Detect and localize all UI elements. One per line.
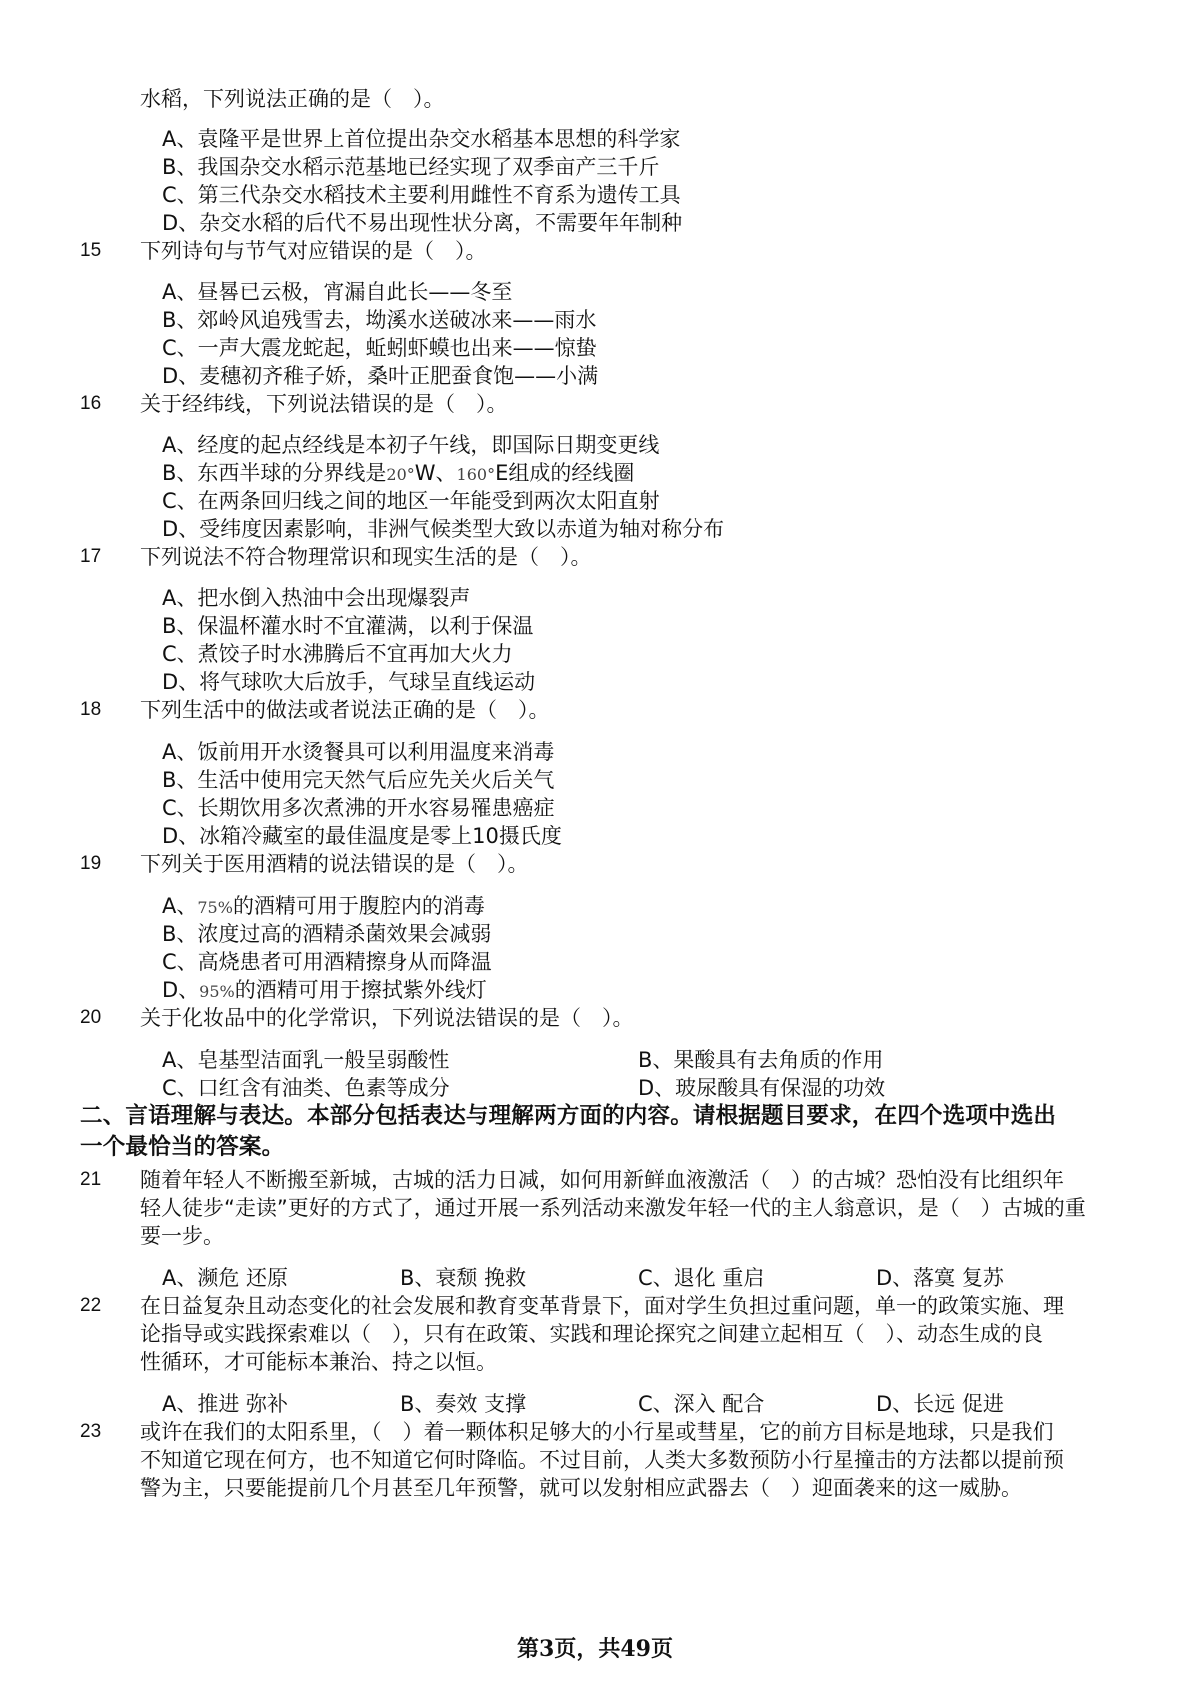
q19-option-a-suffix: 的酒精可用于腹腔内的消毒 xyxy=(232,894,485,918)
q22-stem-line2: 论指导或实践探索难以（ ），只有在政策、实践和理论探究之间建立起相互（ ）、动态生成的良 xyxy=(140,1322,1043,1346)
q21-option-c: C、退化 重启 xyxy=(638,1266,765,1290)
q18-stem: 下列生活中的做法或者说法正确的是（ ）。 xyxy=(140,698,550,722)
q14-option-a: A、袁隆平是世界上首位提出杂交水稻基本思想的科学家 xyxy=(162,127,681,151)
q21-option-d: D、落寞 复苏 xyxy=(876,1266,1004,1290)
q16-degree-east: 160° xyxy=(456,465,496,484)
q16-option-a: A、经度的起点经线是本初子午线，即国际日期变更线 xyxy=(162,433,660,457)
q16-option-b-mid: W、 xyxy=(414,461,457,485)
q17-stem: 下列说法不符合物理常识和现实生活的是（ ）。 xyxy=(140,545,592,569)
q14-option-b: B、我国杂交水稻示范基地已经实现了双季亩产三千斤 xyxy=(162,155,660,179)
page-footer: 第3页，共49页 xyxy=(517,1636,673,1662)
q23-stem-line3: 警为主，只要能提前几个月甚至几年预警，就可以发射相应武器去（ ）迎面袭来的这一威胁。 xyxy=(140,1476,1022,1500)
q20-option-b: B、果酸具有去角质的作用 xyxy=(638,1048,884,1072)
q16-option-c: C、在两条回归线之间的地区一年能受到两次太阳直射 xyxy=(162,489,660,513)
q22-number: 22 xyxy=(80,1295,102,1316)
q20-option-a: A、皂基型洁面乳一般呈弱酸性 xyxy=(162,1048,450,1072)
q16-option-d: D、受纬度因素影响，非洲气候类型大致以赤道为轴对称分布 xyxy=(162,517,725,541)
q22-stem-line1: 在日益复杂且动态变化的社会发展和教育变革背景下，面对学生负担过重问题，单一的政策实施、理 xyxy=(140,1294,1064,1318)
q22-stem-line3: 性循环，才可能标本兼治、持之以恒。 xyxy=(140,1350,497,1374)
q19-option-c: C、高烧患者可用酒精擦身从而降温 xyxy=(162,950,492,974)
q16-degree-west: 20° xyxy=(386,465,415,484)
q19-option-b: B、浓度过高的酒精杀菌效果会减弱 xyxy=(162,922,492,946)
q18-option-a: A、饭前用开水烫餐具可以利用温度来消毒 xyxy=(162,740,555,764)
q20-number: 20 xyxy=(80,1007,102,1028)
q16-number: 16 xyxy=(80,393,102,414)
q19-stem: 下列关于医用酒精的说法错误的是（ ）。 xyxy=(140,852,529,876)
q22-option-a: A、推进 弥补 xyxy=(162,1392,289,1416)
q17-option-a: A、把水倒入热油中会出现爆裂声 xyxy=(162,586,471,610)
q15-option-d: D、麦穗初齐稚子娇，桑叶正肥蚕食饱——小满 xyxy=(162,364,599,388)
q22-option-b: B、奏效 支撑 xyxy=(400,1392,527,1416)
q20-option-d: D、玻尿酸具有保湿的功效 xyxy=(638,1076,886,1100)
q16-option-b-prefix: B、东西半球的分界线是 xyxy=(162,461,387,485)
q17-option-b: B、保温杯灌水时不宜灌满，以利于保温 xyxy=(162,614,534,638)
q21-stem-line3: 要一步。 xyxy=(140,1224,224,1248)
q23-number: 23 xyxy=(80,1421,102,1442)
q18-number: 18 xyxy=(80,699,102,720)
q19-option-a-prefix: A、 xyxy=(162,894,198,918)
q16-stem: 关于经纬线，下列说法错误的是（ ）。 xyxy=(140,392,508,416)
q15-option-b: B、郊岭风追残雪去，坳溪水送破冰来——雨水 xyxy=(162,308,597,332)
q19-option-d-percent: 95% xyxy=(199,982,235,1001)
q21-stem-line2: 轻人徒步“走读”更好的方式了，通过开展一系列活动来激发年轻一代的主人翁意识，是（ ）古城的重 xyxy=(140,1196,1086,1220)
q19-option-d-prefix: D、 xyxy=(162,978,200,1002)
q21-number: 21 xyxy=(80,1169,102,1190)
q18-option-c: C、长期饮用多次煮沸的开水容易罹患癌症 xyxy=(162,796,555,820)
q18-option-d: D、冰箱冷藏室的最佳温度是零上10摄氏度 xyxy=(162,824,562,848)
section-heading-line2: 一个最恰当的答案。 xyxy=(80,1134,285,1160)
q21-stem-line1: 随着年轻人不断搬至新城，古城的活力日减，如何用新鲜血液激活（ ）的古城？恐怕没有比组织年 xyxy=(140,1168,1064,1192)
q15-option-a: A、昼晷已云极，宵漏自此长——冬至 xyxy=(162,280,513,304)
q14-option-c: C、第三代杂交水稻技术主要利用雌性不育系为遗传工具 xyxy=(162,183,681,207)
q15-number: 15 xyxy=(80,240,102,261)
q14-option-d: D、杂交水稻的后代不易出现性状分离，不需要年年制种 xyxy=(162,211,683,235)
q23-stem-line2: 不知道它现在何方，也不知道它何时降临。不过目前，人类大多数预防小行星撞击的方法都以提前预 xyxy=(140,1448,1064,1472)
q22-option-c: C、深入 配合 xyxy=(638,1392,765,1416)
q17-option-d: D、将气球吹大后放手，气球呈直线运动 xyxy=(162,670,536,694)
q17-number: 17 xyxy=(80,546,102,567)
q21-option-b: B、衰颓 挽救 xyxy=(400,1266,527,1290)
q14-stem-tail: 水稻，下列说法正确的是（ ）。 xyxy=(140,87,445,111)
q22-option-d: D、长远 促进 xyxy=(876,1392,1004,1416)
q19-option-d-suffix: 的酒精可用于擦拭紫外线灯 xyxy=(234,978,487,1002)
q21-option-a: A、濒危 还原 xyxy=(162,1266,289,1290)
q23-stem-line1: 或许在我们的太阳系里，（ ）着一颗体积足够大的小行星或彗星，它的前方目标是地球，只是我们 xyxy=(140,1420,1054,1444)
q15-option-c: C、一声大震龙蛇起，蚯蚓虾蟆也出来——惊蛰 xyxy=(162,336,597,360)
q18-option-b: B、生活中使用完天然气后应先关火后关气 xyxy=(162,768,555,792)
q19-option-a-percent: 75% xyxy=(197,898,233,917)
q19-number: 19 xyxy=(80,853,102,874)
q20-stem: 关于化妆品中的化学常识，下列说法错误的是（ ）。 xyxy=(140,1006,634,1030)
q16-option-b-suffix: E组成的经线圈 xyxy=(495,461,635,485)
q17-option-c: C、煮饺子时水沸腾后不宜再加大火力 xyxy=(162,642,513,666)
q15-stem: 下列诗句与节气对应错误的是（ ）。 xyxy=(140,239,487,263)
q20-option-c: C、口红含有油类、色素等成分 xyxy=(162,1076,450,1100)
section-heading-line1: 二、言语理解与表达。本部分包括表达与理解两方面的内容。请根据题目要求，在四个选项中选出 xyxy=(80,1103,1057,1129)
